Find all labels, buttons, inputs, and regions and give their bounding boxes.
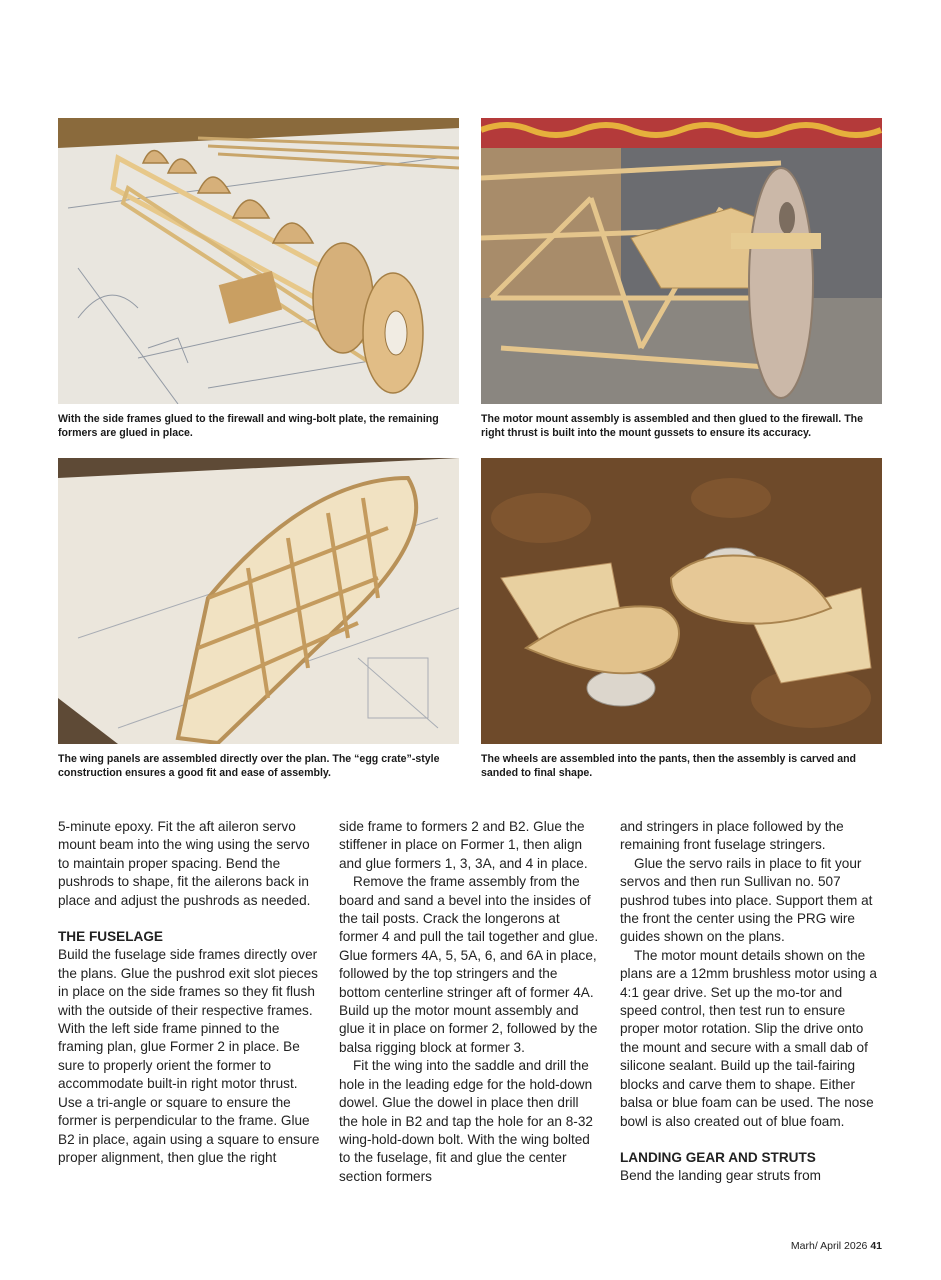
paragraph: Fit the wing into the saddle and drill the hole in the leading edge for the hold-down dowel. Glue the dowel in place then drill the hole in B2 and tap the hole for an 8-32 wing-hold-down bolt. With the wing bolted to the fuselage, fit and glue the center section formers <box>339 1058 593 1184</box>
paragraph: The motor mount details shown on the plans are a 12mm brushless motor using a 4:1 gear drive. Set up the mo-tor and speed control, then test run to ensure proper motor rotation. Slip the drive onto the mount and secure with a small dab of silicone sealant. Build up the tail-fairing blocks and carve them to shape. Either balsa or blue foam can be used. The nose bowl is also created out of blue foam. <box>620 947 877 1129</box>
photo-caption: With the side frames glued to the firewall and wing-bolt plate, the remaining formers are glued in place. <box>58 413 439 439</box>
paragraph: side frame to formers 2 and B2. Glue the stiffener in place on Former 1, then align and glue formers 1, 3, 3A, and 4 in place. <box>339 819 588 871</box>
paragraph: and stringers in place followed by the remaining front fuselage stringers. <box>620 819 844 853</box>
photo-wheel-pants <box>481 458 882 744</box>
text-column-3 <box>620 818 882 1186</box>
photo-fuselage-frame <box>58 118 459 404</box>
photo-motor-mount <box>481 118 882 404</box>
text-column-2 <box>339 818 601 1186</box>
section-heading: LANDING GEAR AND STRUTS <box>620 1149 816 1165</box>
photo-wing-panels <box>58 458 459 744</box>
photo-caption: The motor mount assembly is assembled and then glued to the firewall. The right thrust is built into the mount gussets to ensure its accuracy. <box>481 413 864 439</box>
paragraph: Glue the servo rails in place to fit your servos and then run Sullivan no. 507 pushrod tubes into place. Support them at the front the center using the PRG wire guides shown on the plans. <box>620 855 873 945</box>
paragraph: Remove the frame assembly from the board and sand a bevel into the insides of the tail posts. Crack the longerons at former 4 and pull the tail together and glue. Glue formers 4A, 5, 5A, 6, and 6A in place, followed by the top stringers and the bottom centerline stringer aft of former 4A. Build up the motor mount assembly and glue it in place on former 2, followed by the balsa rigging block at former 3. <box>339 874 599 1055</box>
text-column-1 <box>58 818 320 1167</box>
paragraph: Build the fuselage side frames directly over the plans. Glue the pushrod exit slot pieces in place on the side frames so they fit flush with the outside of their respective frames. With the left side frame pinned to the framing plan, glue Former 2 in place. Be sure to properly orient the former to accommodate built-in right motor thrust. Use a tri-angle or square to ensure the former is perpendicular to the frame. Glue B2 in place, again using a square to ensure proper alignment, then glue the right <box>58 947 320 1165</box>
photo-caption: The wheels are assembled into the pants, then the assembly is carved and sanded to final shape. <box>481 753 857 779</box>
issue-date: Marh/ April 2026 <box>790 1240 868 1252</box>
page-folio <box>791 1240 882 1252</box>
section-heading: THE FUSELAGE <box>58 929 163 945</box>
photo-caption: The wing panels are assembled directly over the plan. The “egg crate”-style construction ensures a good fit and ease of assembly. <box>58 753 440 779</box>
paragraph: 5-minute epoxy. Fit the aft aileron servo mount beam into the wing using the servo to maintain proper spacing. Bend the pushrods to shape, fit the ailerons back in place and adjust the pushrods as needed. <box>58 819 311 908</box>
paragraph: Bend the landing gear struts from <box>620 1168 821 1184</box>
page-number: 41 <box>870 1240 882 1252</box>
